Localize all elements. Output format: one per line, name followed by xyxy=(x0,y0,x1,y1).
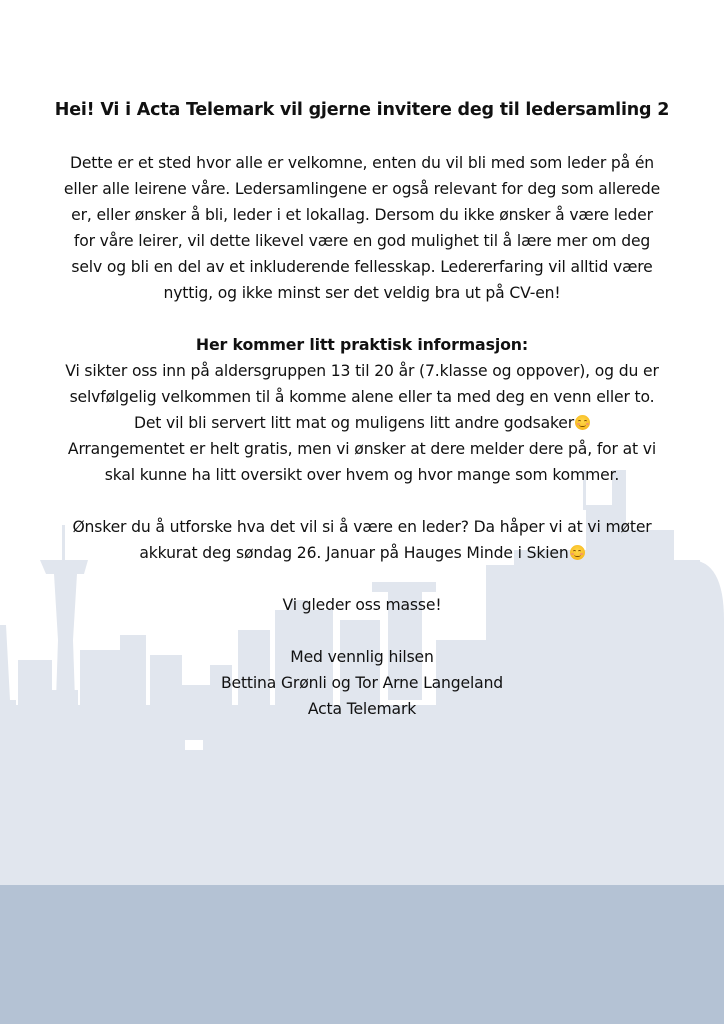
smiling-face-icon xyxy=(575,415,590,430)
signature-organization: Acta Telemark xyxy=(307,700,417,718)
intro-line: eller alle leirene våre. Ledersamlingene er også relevant for deg som allerede xyxy=(63,180,661,198)
invitation-title: Hei! Vi i Acta Telemark vil gjerne invitere deg til ledersamling 2 xyxy=(54,100,670,120)
intro-line: selv og bli en del av et inkluderende fellesskap. Ledererfaring vil alltid være xyxy=(71,258,653,276)
signature-names: Bettina Grønli og Tor Arne Langeland xyxy=(220,674,504,692)
intro-line: for våre leirer, vil dette likevel være en god mulighet til å lære mer om deg xyxy=(73,232,651,250)
cheer-text: Vi gleder oss masse! xyxy=(282,596,442,614)
intro-paragraph xyxy=(32,150,692,306)
ground-band xyxy=(0,885,724,1024)
intro-line: nyttig, og ikke minst ser det veldig bra ut på CV-en! xyxy=(163,284,561,302)
practical-info-section xyxy=(32,332,692,488)
practical-line: selvfølgelig velkommen til å komme alene eller ta med deg en venn eller to. xyxy=(69,388,655,406)
signature-block xyxy=(32,644,692,722)
practical-line: Arrangementet er helt gratis, men vi ønsker at dere melder dere på, for at vi xyxy=(67,440,657,458)
closing-question xyxy=(32,514,692,566)
practical-line: Vi sikter oss inn på aldersgruppen 13 til 20 år (7.klasse og oppover), og du er xyxy=(65,362,659,380)
intro-line: Dette er et sted hvor alle er velkomne, enten du vil bli med som leder på én xyxy=(69,154,655,172)
practical-line: skal kunne ha litt oversikt over hvem og hvor mange som kommer. xyxy=(104,466,620,484)
question-line: Ønsker du å utforske hva det vil si å være en leder? Da håper vi at vi møter xyxy=(72,518,652,536)
question-line xyxy=(32,540,692,566)
intro-line: er, eller ønsker å bli, leder i et lokallag. Dersom du ikke ønsker å være leder xyxy=(71,206,653,224)
food-line-text: Det vil bli servert litt mat og muligens litt andre godsaker xyxy=(133,414,575,432)
smiling-face-icon xyxy=(570,545,585,560)
practical-line xyxy=(32,410,692,436)
signature-greeting: Med vennlig hilsen xyxy=(290,648,434,666)
practical-info-heading: Her kommer litt praktisk informasjon: xyxy=(195,335,529,354)
invitation-content xyxy=(0,97,724,722)
date-location-text: akkurat deg søndag 26. Januar på Hauges Minde i Skien xyxy=(139,544,569,562)
